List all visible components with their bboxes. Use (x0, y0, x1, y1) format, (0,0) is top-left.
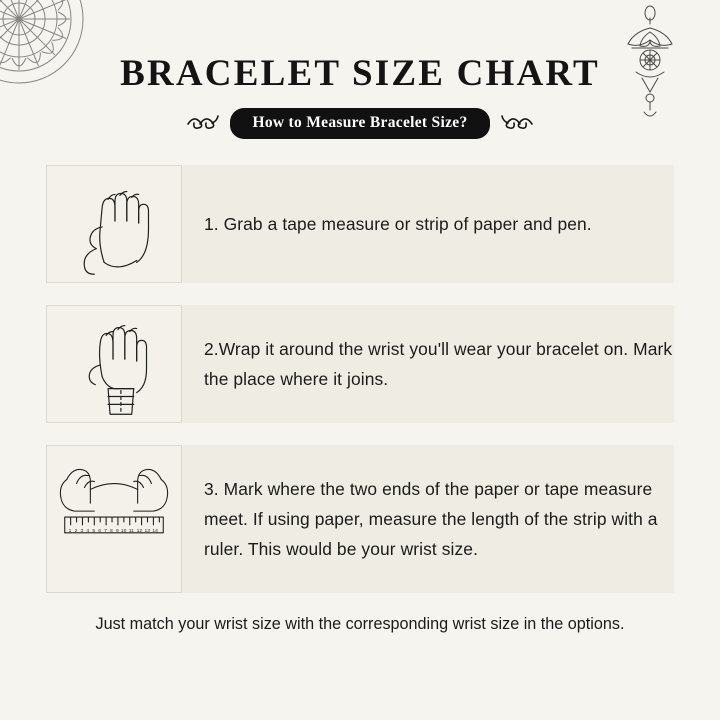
steps-list (0, 165, 720, 593)
svg-text:3: 3 (80, 528, 84, 534)
step-text-1: 1. Grab a tape measure or strip of paper and pen. (204, 214, 592, 234)
svg-text:2: 2 (74, 528, 78, 534)
hand-with-tape-around-wrist-illustration (47, 305, 181, 423)
step-image-1 (46, 165, 182, 283)
svg-text:14: 14 (152, 528, 158, 534)
svg-text:9: 9 (115, 528, 119, 534)
footer-note: Just match your wrist size with the corresponding wrist size in the options. (95, 615, 625, 633)
fist-hand-illustration (47, 165, 181, 283)
svg-text:7: 7 (104, 528, 107, 534)
hands-measuring-strip-with-ruler-illustration (47, 445, 181, 593)
subtitle-badge: How to Measure Bracelet Size? (230, 108, 489, 139)
svg-text:12: 12 (136, 528, 143, 534)
svg-text:6: 6 (98, 528, 101, 534)
svg-text:8: 8 (110, 528, 113, 534)
svg-text:13: 13 (144, 528, 151, 534)
svg-text:5: 5 (92, 528, 96, 534)
svg-text:4: 4 (86, 528, 90, 534)
svg-text:1: 1 (68, 528, 72, 534)
flourish-ornament-left (186, 113, 220, 135)
step-item-3 (0, 445, 720, 593)
step-item-2 (0, 305, 720, 423)
step-image-2 (46, 305, 182, 423)
subtitle-row (0, 108, 720, 139)
step-text-3: 3. Mark where the two ends of the paper or tape measure meet. If using paper, measure the length of the strip with a ruler. This would be your wrist size. (204, 479, 658, 559)
step-image-3 (46, 445, 182, 593)
page-title: BRACELET SIZE CHART (120, 53, 600, 94)
svg-text:10: 10 (120, 528, 127, 534)
step-text-2: 2.Wrap it around the wrist you'll wear your bracelet on. Mark the place where it joins. (204, 339, 673, 389)
step-item-1 (0, 165, 720, 283)
flourish-ornament-right (500, 113, 534, 135)
svg-text:11: 11 (128, 528, 134, 534)
